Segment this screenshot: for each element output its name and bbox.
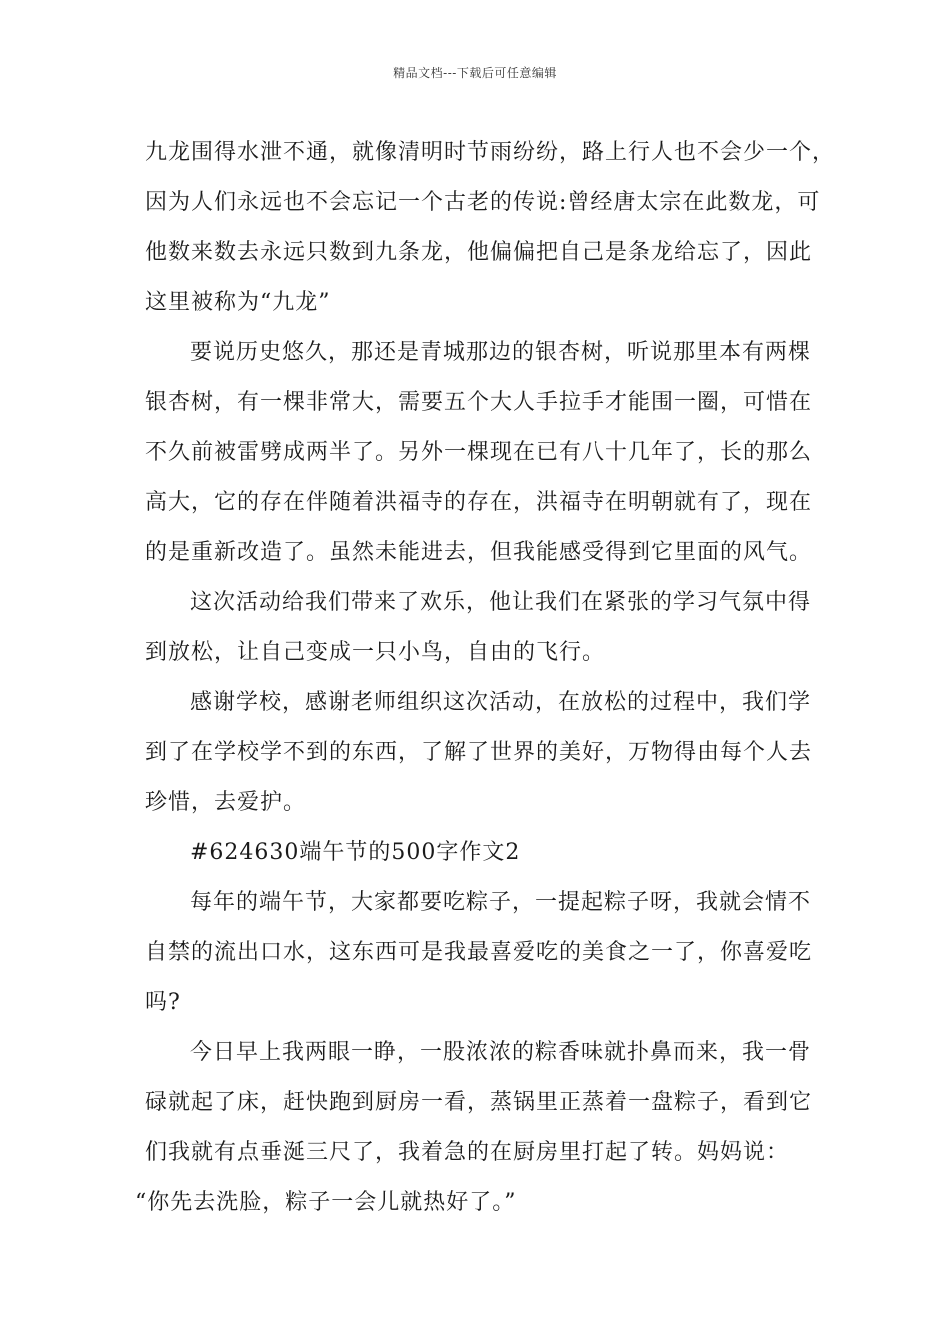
page-header: 精品文档---下载后可任意编辑	[393, 66, 557, 80]
text-line: 银杏树，有一棵非常大，需要五个大人手拉手才能围一圈，可惜在	[145, 390, 813, 415]
text-line: 自禁的流出口水，这东西可是我最喜爱吃的美食之一了，你喜爱吃	[145, 940, 813, 965]
dialogue-quote: “你先去洗脸，粽子一会儿就热好了。”	[135, 1190, 517, 1215]
text-line: 这里被称为“九龙”	[145, 290, 331, 315]
essay-title: #624630端午节的500字作文2	[190, 840, 521, 865]
text-line: 感谢学校，感谢老师组织这次活动，在放松的过程中，我们学	[190, 690, 812, 715]
text-line: 他数来数去永远只数到九条龙，他偏偏把自己是条龙给忘了，因此	[145, 240, 813, 265]
paragraph-6	[145, 878, 817, 1028]
text-line: 们我就有点垂涎三尺了，我着急的在厨房里打起了转。妈妈说：	[145, 1140, 790, 1165]
text-line: 这次活动给我们带来了欢乐，他让我们在紧张的学习气氛中得	[190, 590, 812, 615]
text-line: 碌就起了床，赶快跑到厨房一看，蒸锅里正蒸着一盘粽子，看到它	[145, 1090, 813, 1115]
text-line: 因为人们永远也不会忘记一个古老的传说:曾经唐太宗在此数龙，可	[145, 190, 821, 215]
paragraph-2	[145, 328, 817, 578]
text-line: 吗?	[145, 990, 181, 1015]
paragraph-4	[145, 678, 817, 828]
text-line: 到了在学校学不到的东西，了解了世界的美好，万物得由每个人去	[145, 740, 813, 765]
text-line: 珍惜，去爱护。	[145, 790, 307, 815]
text-line: 高大，它的存在伴随着洪福寺的存在，洪福寺在明朝就有了，现在	[145, 490, 813, 515]
section-heading	[145, 828, 817, 878]
text-line: 要说历史悠久，那还是青城那边的银杏树，听说那里本有两棵	[190, 340, 812, 365]
text-line: 九龙围得水泄不通，就像清明时节雨纷纷，路上行人也不会少一个，	[145, 140, 836, 165]
text-line: 每年的端午节，大家都要吃粽子，一提起粽子呀，我就会情不	[190, 890, 812, 915]
text-line: 今日早上我两眼一睁，一股浓浓的粽香味就扑鼻而来，我一骨	[190, 1040, 812, 1065]
text-line: 不久前被雷劈成两半了。另外一棵现在已有八十几年了，长的那么	[145, 440, 813, 465]
text-line: 的是重新改造了。虽然未能进去，但我能感受得到它里面的风气。	[145, 540, 813, 565]
document-body	[135, 128, 836, 1228]
paragraph-1	[145, 128, 836, 328]
paragraph-3	[145, 578, 817, 678]
text-line: 到放松，让自己变成一只小鸟，自由的飞行。	[145, 640, 606, 665]
paragraph-7	[145, 1028, 817, 1178]
